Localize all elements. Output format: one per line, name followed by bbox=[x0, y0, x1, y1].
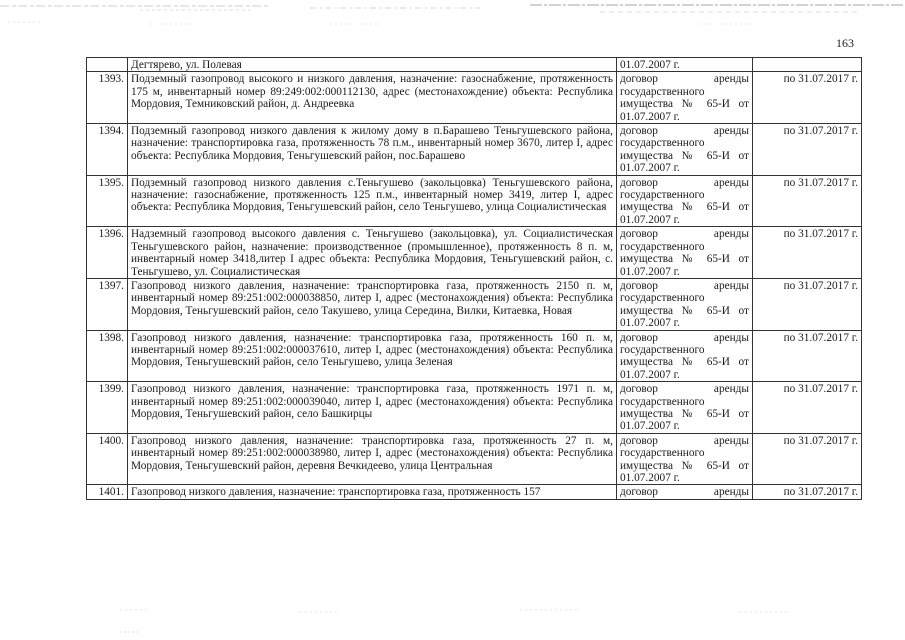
row-basis: договор аренды государственного имущества № 65-И от 01.07.2007 г. bbox=[617, 72, 753, 124]
row-basis: договор аренды государственного имущества № 65-И от 01.07.2007 г. bbox=[617, 227, 753, 279]
row-number: 1394. bbox=[87, 124, 128, 176]
row-term bbox=[753, 58, 862, 72]
scan-header-noise bbox=[0, 0, 905, 30]
table-row bbox=[87, 278, 862, 330]
row-term: по 31.07.2017 г. bbox=[753, 227, 862, 279]
row-description: Подземный газопровод низкого давления к жилому дому в п.Барашево Теньгушевского района, назначение: транспортировка газа, протяженность 78 п.м., инвентарный номер 3670, литер I, адрес объекта: Республика Мордовия, Теньгушевский район, пос.Барашево bbox=[128, 124, 617, 176]
row-number: 1395. bbox=[87, 175, 128, 227]
row-term: по 31.07.2017 г. bbox=[753, 72, 862, 124]
property-register-table bbox=[86, 57, 862, 500]
row-number: 1398. bbox=[87, 330, 128, 382]
table-row-truncated bbox=[87, 485, 862, 499]
row-description: Надземный газопровод высокого давления с. Теньгушево (закольцовка), ул. Социалистическая Теньгушевского район, назначение: производственное (промышленное), протяженность 8 п. м, инвентарный номер 3418,литер I адрес объекта: Республика Мордовия, Теньгушевский район, с. Теньгушево, ул. Социалистическая bbox=[128, 227, 617, 279]
row-basis: 01.07.2007 г. bbox=[617, 58, 753, 72]
row-basis: договор аренды государственного имущества № 65-И от 01.07.2007 г. bbox=[617, 433, 753, 485]
row-term: по 31.07.2017 г. bbox=[753, 433, 862, 485]
row-description: Газопровод низкого давления, назначение: транспортировка газа, протяженность 2150 п. м, инвентарный номер 89:251:002:000038850, литер I, адрес (местонахождения) объекта: Республика Мордовия, Теньгушевский район, село Такушево, улица Середина, Вилки, Китаевка, Новая bbox=[128, 278, 617, 330]
row-number: 1399. bbox=[87, 382, 128, 434]
row-term: по 31.07.2017 г. bbox=[753, 124, 862, 176]
row-basis: договор аренды государственного имущества № 65-И от 01.07.2007 г. bbox=[617, 330, 753, 382]
table-row bbox=[87, 382, 862, 434]
row-description: Газопровод низкого давления, назначение: транспортировка газа, протяженность 160 п. м, инвентарный номер 89:251:002:000037610, литер I, адрес (местонахождения) объекта: Республика Мордовия, Теньгушевский район, село Теньгушево, улица Зеленая bbox=[128, 330, 617, 382]
row-term: по 31.07.2017 г. bbox=[753, 175, 862, 227]
row-description: Газопровод низкого давления, назначение: транспортировка газа, протяженность 157 bbox=[128, 485, 617, 499]
table-row bbox=[87, 227, 862, 279]
row-description: Подземный газопровод низкого давления с.Теньгушево (закольцовка) Теньгушевского района, назначение: газоснабжение, протяженность 125 п.м., инвентарный номер 3419, литер I, адрес объекта: Республика Мордовия, Теньгушевский район, село Теньгушево, улица Социалистическая bbox=[128, 175, 617, 227]
row-description: Дегтярево, ул. Полевая bbox=[128, 58, 617, 72]
table-row bbox=[87, 330, 862, 382]
row-description: Газопровод низкого давления, назначение: транспортировка газа, протяженность 27 п. м, инвентарный номер 89:251:002:000038980, литер I, адрес (местонахождения) объекта: Республика Мордовия, Теньгушевский район, деревня Вечкидеево, улица Центральная bbox=[128, 433, 617, 485]
row-basis: договор аренды государственного имущества № 65-И от 01.07.2007 г. bbox=[617, 278, 753, 330]
table-row bbox=[87, 72, 862, 124]
row-description: Подземный газопровод высокого и низкого давления, назначение: газоснабжение, протяженность 175 м, инвентарный номер 89:249:002:000112130, адрес (местонахождение) объекта: Республика Мордовия, Темниковский район, д. Андреевка bbox=[128, 72, 617, 124]
row-basis: договор аренды государственного имущества № 65-И от 01.07.2007 г. bbox=[617, 124, 753, 176]
table-row bbox=[87, 433, 862, 485]
table-row bbox=[87, 124, 862, 176]
row-number: 1397. bbox=[87, 278, 128, 330]
row-basis: договор аренды государственного имущества № 65-И от 01.07.2007 г. bbox=[617, 382, 753, 434]
row-basis: договор аренды государственного имущества № 65-И от 01.07.2007 г. bbox=[617, 175, 753, 227]
row-number: 1400. bbox=[87, 433, 128, 485]
page-number: 163 bbox=[836, 36, 854, 50]
row-number: 1401. bbox=[87, 485, 128, 499]
row-description: Газопровод низкого давления, назначение: транспортировка газа, протяженность 1971 п. м, инвентарный номер 89:251:002:000039040, литер I, адрес (местонахождения) объекта: Республика Мордовия, Теньгушевский район, село Башкирцы bbox=[128, 382, 617, 434]
row-number: 1393. bbox=[87, 72, 128, 124]
scan-footer-noise bbox=[0, 600, 905, 640]
row-term: по 31.07.2017 г. bbox=[753, 485, 862, 499]
row-number bbox=[87, 58, 128, 72]
table-row-continued bbox=[87, 58, 862, 72]
table-row bbox=[87, 175, 862, 227]
row-number: 1396. bbox=[87, 227, 128, 279]
row-term: по 31.07.2017 г. bbox=[753, 330, 862, 382]
row-term: по 31.07.2017 г. bbox=[753, 278, 862, 330]
row-basis: договор аренды bbox=[617, 485, 753, 499]
row-term: по 31.07.2017 г. bbox=[753, 382, 862, 434]
